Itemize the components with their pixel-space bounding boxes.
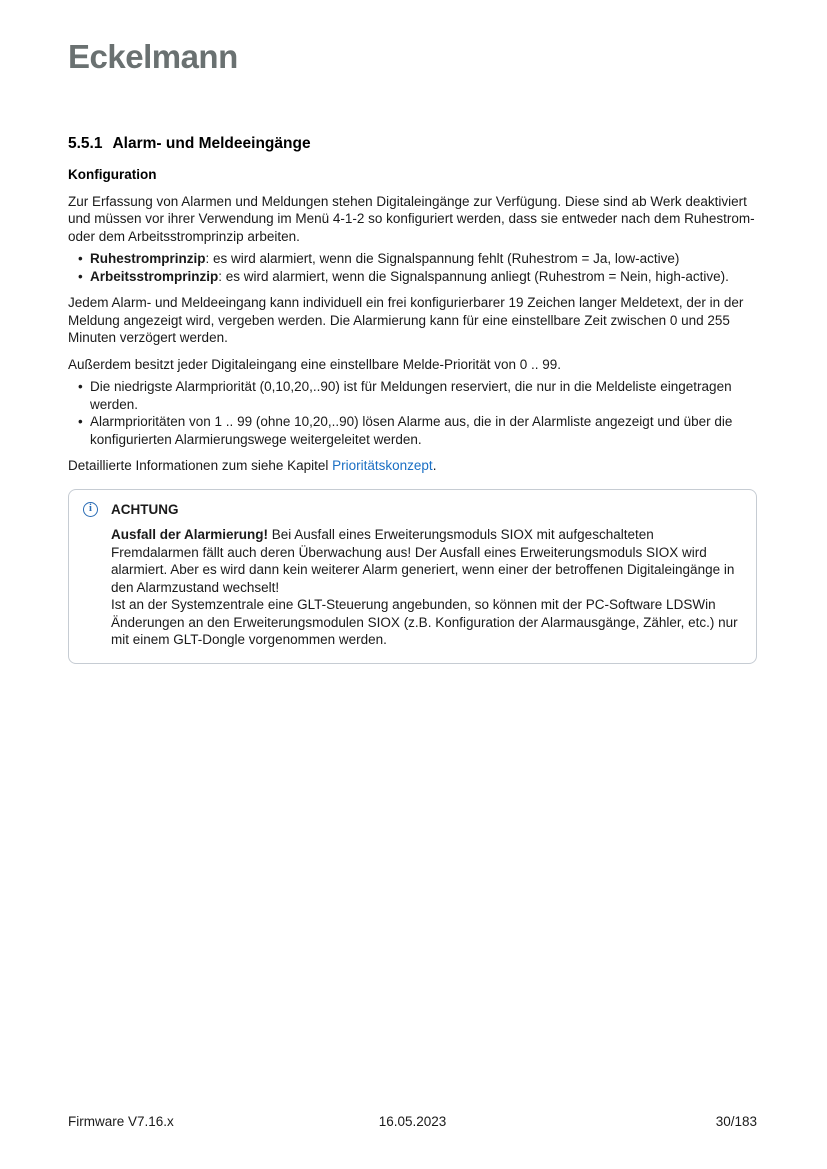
paragraph-meldetext-text: Jedem Alarm- und Meldeeingang kann individuell ein frei konfigurierbarer 19 Zeichen langer Meldetext, der in der Meldung angezeigt wird, vergeben werden. Die Alarmierung kann für eine einstellbare Zeit zwischen 0 und 255 Minuten verzögert werden. <box>68 295 744 345</box>
list-item-ruhestrom <box>68 250 757 268</box>
paragraph-prioritaet <box>68 356 757 374</box>
footer-firmware-version: Firmware V7.16.x <box>68 1114 174 1129</box>
section-heading <box>68 134 757 153</box>
page-content <box>68 134 757 664</box>
footer-date: 16.05.2023 <box>378 1114 447 1129</box>
bullet-list-principles <box>68 250 757 285</box>
link-line-suffix: . <box>432 458 437 473</box>
list-item-alarme: • Alarmprioritäten von 1 .. 99 (ohne 10,20,..90) lösen Alarme aus, die in der Alarmliste angezeigt und über die konfigurierten Alarmierungswege weitergeleitet werden. <box>68 413 757 448</box>
prioritaetskonzept-link[interactable]: Prioritätskonzept <box>332 458 433 473</box>
list-item-arbeitsstrom <box>68 268 757 286</box>
notice-body <box>111 526 740 649</box>
list-item-ruhestrom-text: : es wird alarmiert, wenn die Signalspannung fehlt (Ruhestrom = Ja, low-active) <box>205 251 680 266</box>
footer-page-number: 30/183 <box>715 1114 758 1129</box>
notice-text-1: Bei Ausfall eines Erweiterungsmoduls SIOX mit aufgeschalteten Fremdalarmen fällt auch deren Überwachung aus! Der Ausfall eines Erweiterungsmoduls SIOX wird alarmiert. Aber es wird dann kein weiterer Alarm generiert, wenn einer der betroffenen Digitaleingänge in den Alarmzustand wechselt! <box>111 527 735 595</box>
notice-bold-lead: Ausfall der Alarmierung! <box>111 527 269 542</box>
company-logo: Eckelmann <box>68 38 238 75</box>
subheading-konfiguration: Konfiguration <box>68 167 157 182</box>
list-item-arbeitsstrom-text: : es wird alarmiert, wenn die Signalspannung anliegt (Ruhestrom = Nein, high-active). <box>218 268 729 284</box>
link-line <box>68 457 757 475</box>
info-icon: i <box>83 502 98 517</box>
paragraph-intro-text: Zur Erfassung von Alarmen und Meldungen stehen Digitaleingänge zur Verfügung. Diese sind ab Werk deaktiviert und müssen vor ihrer Verwendung im Menü 4-1-2 so konfiguriert werden, dass sie entweder nach dem Ruhestrom- oder dem Arbeitsstromprinzip arbeiten. <box>68 193 755 244</box>
list-item-arbeitsstrom-term: Arbeitsstromprinzip <box>90 268 219 284</box>
attention-notice-box <box>68 489 757 664</box>
notice-text-2: Ist an der Systemzentrale eine GLT-Steuerung angebunden, so können mit der PC-Software LDSWin Änderungen an den Erweiterungsmodulen SIOX (z.B. Konfiguration der Alarmausgänge, Zähler, etc.) nur mit einem GLT-Dongle vorgenommen werden. <box>111 597 738 647</box>
bullet-list-priorities <box>68 378 757 448</box>
section-number: 5.5.1 <box>68 135 103 152</box>
paragraph-intro <box>68 193 757 246</box>
notice-header <box>83 501 740 519</box>
section-title: Alarm- und Meldeeingänge <box>112 135 311 152</box>
notice-title: ACHTUNG <box>111 501 179 517</box>
notice-paragraph <box>111 526 740 649</box>
paragraph-meldetext <box>68 294 757 347</box>
page-footer <box>68 1113 757 1130</box>
link-line-prefix: Detaillierte Informationen zum siehe Kapitel <box>68 458 333 473</box>
paragraph-prioritaet-text: Außerdem besitzt jeder Digitaleingang eine einstellbare Melde-Priorität von 0 .. 99. <box>68 356 562 372</box>
list-item-meldungen: • Die niedrigste Alarmpriorität (0,10,20,..90) ist für Meldungen reserviert, die nur in die Meldeliste eingetragen werden. <box>68 378 757 413</box>
list-item-ruhestrom-term: Ruhestromprinzip <box>90 251 206 266</box>
